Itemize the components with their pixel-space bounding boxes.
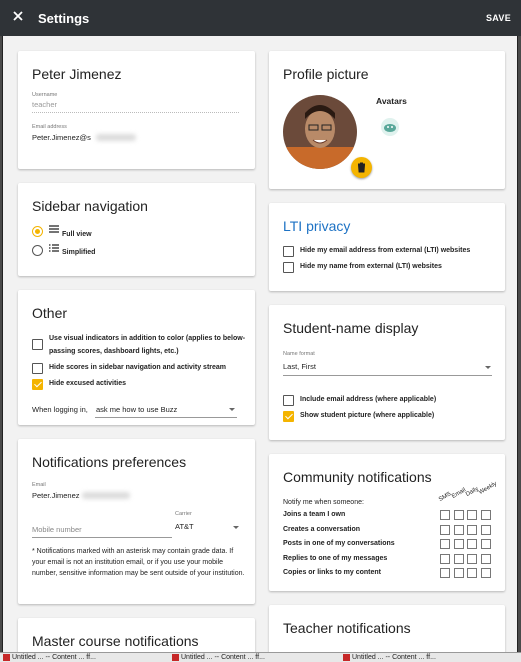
community-daily-checkbox[interactable] bbox=[467, 525, 477, 535]
chevron-down-icon[interactable] bbox=[233, 526, 239, 529]
taskbar-item[interactable]: Untitled ... -- Content ... ff... bbox=[12, 654, 96, 661]
notify-intro: Notify me when someone: bbox=[283, 499, 364, 506]
name-format-select[interactable]: Last, First bbox=[283, 362, 316, 371]
master-course-notifications-title: Master course notifications bbox=[32, 633, 199, 649]
community-weekly-checkbox[interactable] bbox=[481, 568, 491, 578]
lti-privacy-card bbox=[269, 203, 505, 291]
sidebar-navigation-card bbox=[18, 183, 255, 276]
community-weekly-checkbox[interactable] bbox=[481, 539, 491, 549]
name-format-label: Name format bbox=[283, 351, 315, 357]
profile-picture-card bbox=[269, 51, 505, 189]
simplified-radio[interactable] bbox=[32, 245, 43, 256]
show-picture-checkbox[interactable] bbox=[283, 411, 294, 422]
community-sms-checkbox[interactable] bbox=[440, 525, 450, 535]
notifications-note: * Notifications marked with an asterisk may contain grade data. If your email is not an institution email, or if you use your mobile number, sensitive information may be sent outside of your institution. bbox=[32, 548, 245, 577]
community-sms-checkbox[interactable] bbox=[440, 554, 450, 564]
community-row-label: Copies or links to my content bbox=[283, 569, 382, 576]
other-card bbox=[18, 290, 255, 425]
login-select[interactable]: ask me how to use Buzz bbox=[96, 405, 178, 414]
avatars-label: Avatars bbox=[376, 96, 407, 106]
lti-privacy-title: LTI privacy bbox=[283, 218, 351, 234]
hide-scores-label[interactable]: Hide scores in sidebar navigation and activity stream bbox=[49, 364, 227, 371]
community-row-label: Posts in one of my conversations bbox=[283, 540, 395, 547]
hide-excused-label[interactable]: Hide excused activities bbox=[49, 380, 127, 387]
column-daily: Daily bbox=[465, 486, 480, 498]
community-email-checkbox[interactable] bbox=[454, 568, 464, 578]
sidebar-navigation-title: Sidebar navigation bbox=[32, 198, 148, 214]
pdf-icon bbox=[343, 654, 350, 661]
email-value: Peter.Jimenez@s bbox=[32, 133, 91, 142]
login-label: When logging in, bbox=[32, 405, 88, 414]
chevron-down-icon[interactable] bbox=[485, 366, 491, 369]
pdf-icon bbox=[3, 654, 10, 661]
hide-scores-checkbox[interactable] bbox=[32, 363, 43, 374]
mobile-number-input[interactable]: Mobile number bbox=[32, 525, 82, 534]
notif-email-value: Peter.Jimenez bbox=[32, 491, 80, 500]
student-name-display-title: Student-name display bbox=[283, 320, 419, 336]
hide-name-lti-checkbox[interactable] bbox=[283, 262, 294, 273]
include-email-checkbox[interactable] bbox=[283, 395, 294, 406]
hide-email-lti-label[interactable]: Hide my email address from external (LTI) websites bbox=[300, 247, 471, 254]
list-icon bbox=[49, 244, 59, 253]
avatar[interactable] bbox=[283, 91, 357, 175]
user-name: Peter Jimenez bbox=[32, 66, 122, 82]
close-icon[interactable] bbox=[11, 9, 25, 23]
carrier-label: Carrier bbox=[175, 511, 192, 517]
email-label: Email address bbox=[32, 124, 67, 130]
chevron-down-icon[interactable] bbox=[229, 408, 235, 411]
column-email: Email bbox=[451, 487, 468, 500]
other-title: Other bbox=[32, 305, 68, 321]
pdf-icon bbox=[172, 654, 179, 661]
save-button[interactable]: SAVE bbox=[485, 13, 511, 23]
teacher-notifications-card bbox=[269, 605, 505, 652]
master-course-notifications-card bbox=[18, 618, 255, 652]
notifications-preferences-card bbox=[18, 439, 255, 604]
community-row-label: Creates a conversation bbox=[283, 525, 361, 533]
community-notifications-title: Community notifications bbox=[283, 469, 432, 485]
top-bar bbox=[0, 0, 521, 36]
visual-indicators-label[interactable]: Use visual indicators in addition to color (applies to below-passing scores, dashboard lights, etc.) bbox=[49, 335, 246, 355]
hide-name-lti-label[interactable]: Hide my name from external (LTI) websites bbox=[300, 263, 442, 270]
simplified-label[interactable]: Simplified bbox=[62, 249, 96, 256]
community-email-checkbox[interactable] bbox=[454, 510, 464, 520]
community-sms-checkbox[interactable] bbox=[440, 539, 450, 549]
taskbar-item[interactable]: Untitled ... -- Content ... ff... bbox=[352, 654, 436, 661]
community-sms-checkbox[interactable] bbox=[440, 568, 450, 578]
notif-email-label: Email bbox=[32, 482, 46, 488]
list-icon bbox=[49, 225, 59, 234]
community-weekly-checkbox[interactable] bbox=[481, 525, 491, 535]
community-email-checkbox[interactable] bbox=[454, 539, 464, 549]
teacher-notifications-title: Teacher notifications bbox=[283, 620, 411, 636]
username-label: Username bbox=[32, 92, 58, 98]
taskbar-item[interactable]: Untitled ... -- Content ... ff... bbox=[181, 654, 265, 661]
visual-indicators-checkbox[interactable] bbox=[32, 339, 43, 350]
taskbar bbox=[0, 652, 521, 662]
community-weekly-checkbox[interactable] bbox=[481, 554, 491, 564]
notifications-preferences-title: Notifications preferences bbox=[32, 454, 187, 470]
full-view-label[interactable]: Full view bbox=[62, 231, 92, 238]
student-name-display-card bbox=[269, 305, 505, 440]
profile-card bbox=[18, 51, 255, 169]
include-email-label[interactable]: Include email address (where applicable) bbox=[300, 396, 437, 403]
community-row-label: Joins a team I own bbox=[283, 511, 346, 518]
community-weekly-checkbox[interactable] bbox=[481, 510, 491, 520]
delete-picture-button[interactable] bbox=[351, 157, 372, 178]
community-daily-checkbox[interactable] bbox=[467, 510, 477, 520]
carrier-select[interactable]: AT&T bbox=[175, 522, 194, 531]
community-notifications-card bbox=[269, 454, 505, 591]
community-email-checkbox[interactable] bbox=[454, 554, 464, 564]
community-row-label: Replies to one of my messages bbox=[283, 554, 388, 562]
column-weekly: Weekly bbox=[478, 481, 498, 496]
community-sms-checkbox[interactable] bbox=[440, 510, 450, 520]
hide-email-lti-checkbox[interactable] bbox=[283, 246, 294, 257]
community-daily-checkbox[interactable] bbox=[467, 539, 477, 549]
hide-excused-checkbox[interactable] bbox=[32, 379, 43, 390]
profile-picture-title: Profile picture bbox=[283, 66, 369, 82]
trash-icon bbox=[357, 162, 366, 173]
community-email-checkbox[interactable] bbox=[454, 525, 464, 535]
settings-content[interactable] bbox=[2, 36, 518, 652]
username-value: teacher bbox=[32, 100, 58, 109]
column-sms: SMS bbox=[438, 491, 453, 503]
page-title: Settings bbox=[38, 11, 90, 26]
community-daily-checkbox[interactable] bbox=[467, 568, 477, 578]
show-picture-label[interactable]: Show student picture (where applicable) bbox=[300, 412, 435, 419]
avatar-option-icon[interactable] bbox=[380, 117, 400, 137]
community-daily-checkbox[interactable] bbox=[467, 554, 477, 564]
full-view-radio[interactable] bbox=[32, 226, 43, 237]
